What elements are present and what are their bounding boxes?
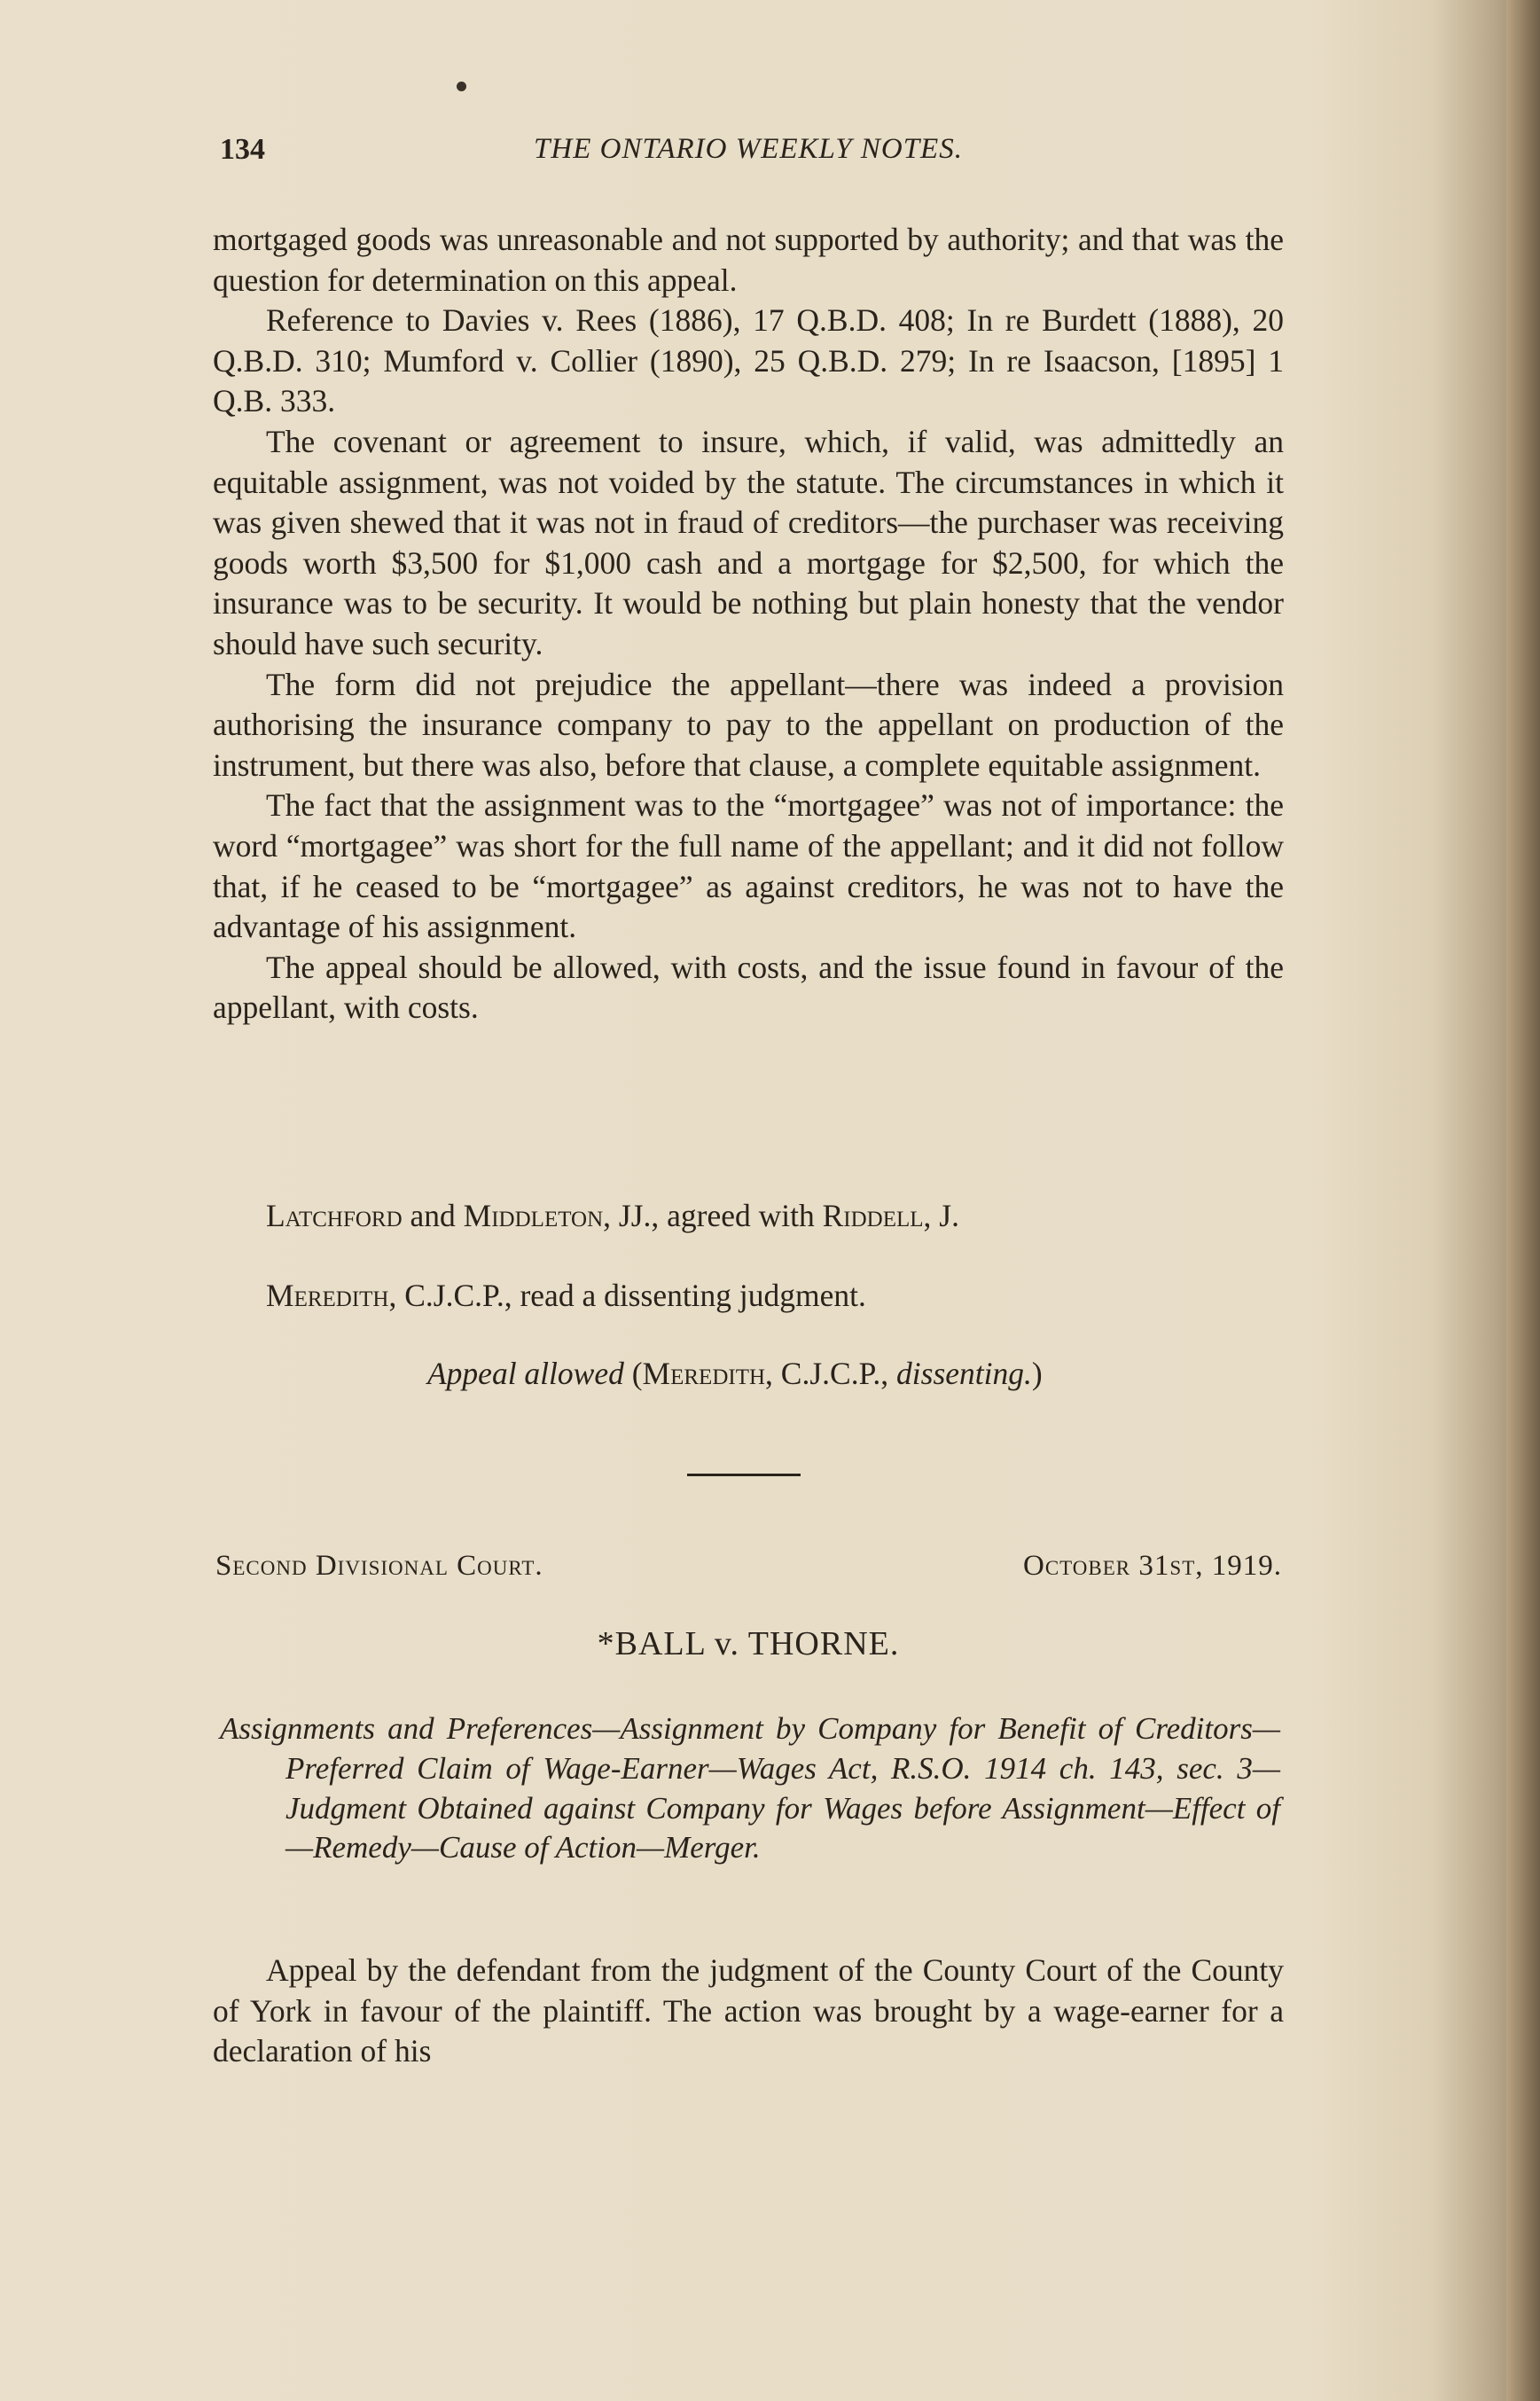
judge-name: Meredith (642, 1356, 766, 1391)
text: , C.J.C.P., (765, 1356, 897, 1391)
judge-name: Riddell (822, 1198, 924, 1233)
decision-date: October 31st, 1919. (1023, 1550, 1282, 1582)
text: ( (623, 1356, 643, 1391)
paragraph: The fact that the assignment was to the “mortgagee” was not of importance: the word “mortgagee” was short for the full name of the appellant; and it did not follow that, if he ceased to be “mortgagee” as against creditors, he was not to have the advantage of his assignment. (213, 787, 1284, 945)
text: dissenting. (896, 1356, 1032, 1391)
judge-name: Latchford (266, 1198, 403, 1233)
text: , J. (923, 1198, 959, 1233)
judge-name: Middleton (463, 1198, 604, 1233)
running-head (213, 133, 1284, 186)
case-title: *BALL v. THORNE. (597, 1625, 900, 1662)
book-spine-edge (1506, 0, 1540, 2401)
appeal-paragraph: Appeal by the defendant from the judgment of the County Court of the County of York in favour of the plaintiff. The action was brought by a wage-earner for a declaration of his (213, 1952, 1284, 2069)
paragraph: The covenant or agreement to insure, which, if valid, was admittedly an equitable assignment, was not voided by the statute. The circumstances in which it was given shewed that it was not in fraud of creditors—the purchaser was receiving goods worth $3,500 for $1,000 cash and a mortgage for $2,500, for which the insurance was to be security. It would be nothing but plain honesty that the vendor should have such security. (213, 423, 1284, 661)
concurrence-line (266, 1197, 959, 1234)
journal-title: THE ONTARIO WEEKLY NOTES. (534, 133, 963, 165)
page-number: 134 (220, 133, 265, 166)
text: , C.J.C.P., read a dissenting judgment. (388, 1278, 866, 1313)
paragraph: mortgaged goods was unreasonable and not supported by authority; and that was the question for determination on this appeal. (213, 222, 1284, 298)
paragraph: Reference to Davies v. Rees (1886), 17 Q.B.D. 408; In re Burdett (1888), 20 Q.B.D. 310; Mumford v. Collier (1890), 25 Q.B.D. 279; In re Isaacson, [1895] 1 Q.B. 333. (213, 302, 1284, 419)
disposition-line (427, 1355, 1043, 1392)
text: and (402, 1198, 464, 1233)
judgment-body (213, 220, 1284, 1028)
paragraph: The appeal should be allowed, with costs, and the issue found in favour of the appellant, with costs. (213, 949, 1284, 1026)
section-divider (687, 1474, 801, 1476)
text: , JJ., agreed with (603, 1198, 823, 1233)
judge-name: Meredith (266, 1278, 389, 1313)
court-name: Second Divisional Court. (215, 1550, 543, 1582)
text: Appeal allowed (427, 1356, 624, 1391)
headnote: Assignments and Preferences—Assignment by Company for Benefit of Creditors—Preferred Claim of Wage-Earner—Wages Act, R.S.O. 1914 ch. 143, sec. 3—Judgment Obtained against Company for Wages before Assignment—Effect of—Remedy—Cause of Action—Merger. (220, 1711, 1280, 1865)
paragraph: The form did not prejudice the appellant—there was indeed a provision authorising the insurance company to pay to the appellant on production of the instrument, but there was also, before that clause, a complete equitable assignment. (213, 666, 1284, 783)
dissent-line (266, 1277, 866, 1314)
text: ) (1031, 1356, 1043, 1391)
ink-dot-mark (457, 82, 466, 91)
